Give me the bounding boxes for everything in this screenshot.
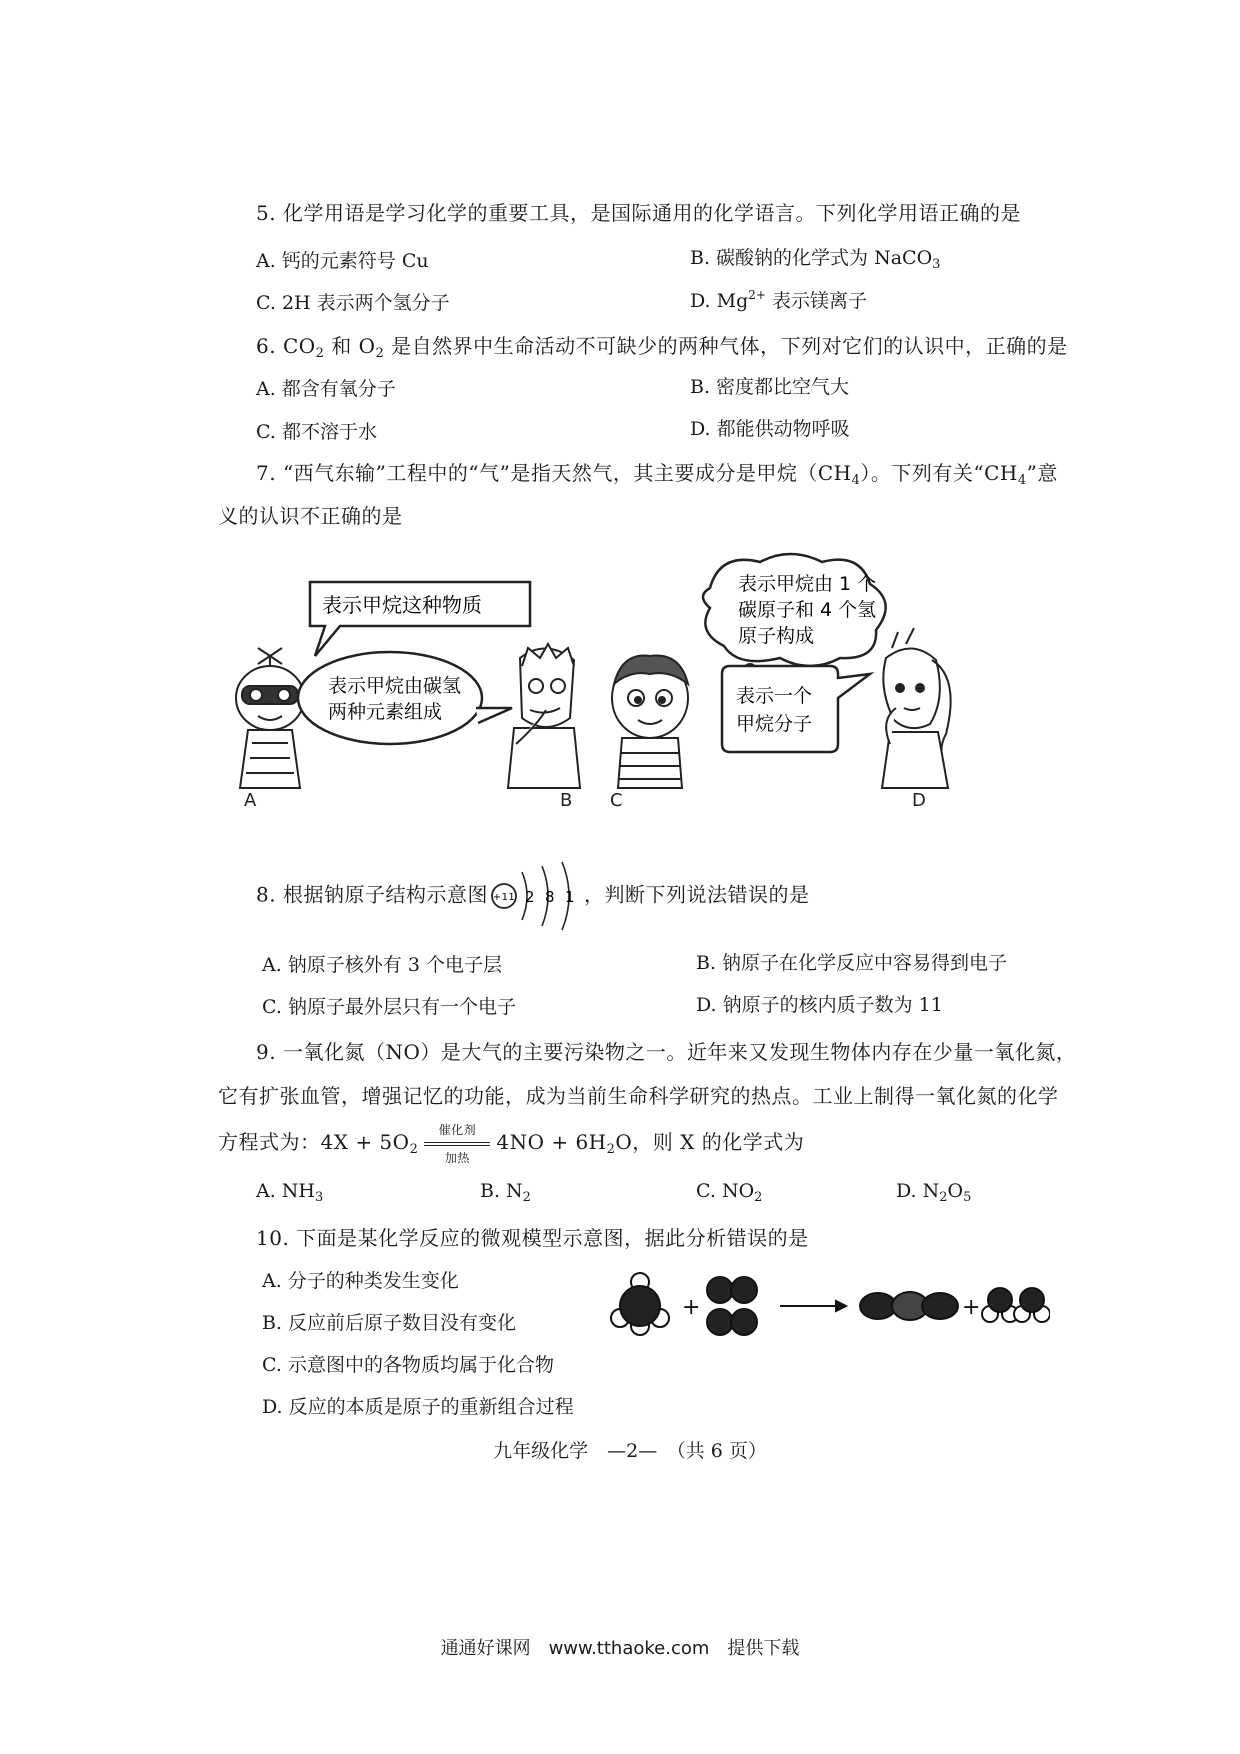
label-c: C (610, 790, 623, 808)
q9-option-b: B. $N_2$ (480, 1180, 531, 1205)
bubble-d-text-1: 表示一个 (736, 685, 813, 707)
bubble-c-text-3: 原子构成 (738, 625, 815, 647)
label-b: B (560, 790, 573, 808)
svg-text:+: + (682, 1295, 701, 1320)
reactant-molecule-1 (611, 1273, 669, 1335)
bubble-c-text-1: 表示甲烷由 1 个 (738, 573, 877, 595)
shell-3-electrons: 1 (564, 888, 575, 906)
reaction-arrow (780, 1301, 846, 1311)
q9-stem-line1: 9. 一氧化氮（NO）是大气的主要污染物之一。近年来又发现生物体内存在少量一氧化氮， (256, 1040, 1077, 1064)
q8-option-c: C. 钠原子最外层只有一个电子 (262, 996, 516, 1018)
svg-text:+: + (962, 1295, 981, 1320)
character-d (882, 628, 951, 788)
q9-option-c: C. $NO_2$ (696, 1180, 763, 1205)
bubble-b (298, 652, 512, 744)
q7-stem-line2: 义的认识不正确的是 (218, 504, 403, 528)
q8-option-b: B. 钠原子在化学反应中容易得到电子 (696, 952, 1008, 974)
q7-stem-line1: 7. “西气东输”工程中的“气”是指天然气，其主要成分是甲烷$(CH_4)$。下列有关“$CH_4$”意 (256, 461, 1058, 488)
q10-option-b: B. 反应前后原子数目没有变化 (262, 1312, 517, 1334)
shell-1-electrons: 2 (524, 888, 535, 906)
q9-equation: 方程式为：$4X + 5O_2$ 催化剂 加热 $4NO + 6H_2O$，则 X 的化学式为 (218, 1122, 805, 1165)
q10-molecular-model-diagram (610, 1270, 1050, 1350)
bubble-a (310, 582, 530, 656)
q9-option-d: D. $N_2O_5$ (896, 1180, 972, 1205)
shell-2-electrons: 8 (544, 888, 555, 906)
bubble-d (722, 666, 870, 752)
q10-option-c: C. 示意图中的各物质均属于化合物 (262, 1354, 554, 1376)
page-footer: 九年级化学 —2— （共 6 页） (493, 1440, 767, 1462)
q6-stem: 6. $CO_2$ 和 $O_2$ 是自然界中生命活动不可缺少的两种气体，下列对它们的认识中，正确的是 (256, 334, 1068, 361)
download-credit: 通通好课网 www.tthaoke.com 提供下载 (440, 1638, 800, 1659)
product-molecule-3 (1014, 1288, 1050, 1322)
q5-option-b: B. 碳酸钠的化学式为 NaCO$_3$ (690, 247, 941, 272)
bubble-b-text-1: 表示甲烷由碳氢 (328, 675, 462, 697)
q10-option-d: D. 反应的本质是原子的重新组合过程 (262, 1396, 574, 1418)
label-d: D (912, 790, 926, 808)
sodium-atom-structure-diagram (490, 860, 582, 932)
character-b (508, 644, 580, 788)
reaction-condition: 催化剂 加热 (420, 1133, 494, 1155)
bubble-b-text-2: 两种元素组成 (328, 701, 443, 723)
q5-option-c: C. 2H 表示两个氢分子 (256, 292, 450, 314)
bubble-d-text-2: 甲烷分子 (736, 713, 813, 735)
q10-stem: 10. 下面是某化学反应的微观模型示意图，据此分析错误的是 (256, 1226, 809, 1250)
nucleus-charge: +11 (492, 892, 516, 903)
bubble-a-text: 表示甲烷这种物质 (322, 593, 482, 617)
q5-option-d: D. $Mg^{2+}$ 表示镁离子 (690, 288, 868, 312)
product-molecule-2 (982, 1288, 1018, 1322)
character-a (236, 648, 304, 788)
q6-option-c: C. 都不溶于水 (256, 421, 377, 443)
q10-option-a: A. 分子的种类发生变化 (262, 1270, 459, 1292)
label-a: A (244, 790, 257, 808)
q6-option-b: B. 密度都比空气大 (690, 376, 850, 398)
q6-option-d: D. 都能供动物呼吸 (690, 418, 850, 440)
character-c (612, 656, 688, 788)
reactant-molecule-2 (707, 1277, 757, 1335)
q8-stem: 8. 根据钠原子结构示意图 +11 2 8 1 ，判断下列说法错误的是 (256, 860, 809, 932)
q9-stem-line2: 它有扩张血管，增强记忆的功能，成为当前生命科学研究的热点。工业上制得一氧化氮的化学 (218, 1084, 1059, 1108)
q8-option-a: A. 钠原子核外有 3 个电子层 (262, 954, 502, 976)
q5-option-a: A. 钙的元素符号 Cu (256, 250, 429, 272)
q7-cartoon-figure (230, 548, 1040, 808)
q6-option-a: A. 都含有氧分子 (256, 378, 396, 400)
q5-stem: 5. 化学用语是学习化学的重要工具，是国际通用的化学语言。下列化学用语正确的是 (256, 201, 1021, 225)
q8-option-d: D. 钠原子的核内质子数为 11 (696, 994, 943, 1016)
product-molecule-1 (860, 1292, 958, 1320)
bubble-c-text-2: 碳原子和 4 个氢 (738, 599, 877, 621)
q9-option-a: A. $NH_3$ (256, 1180, 324, 1205)
